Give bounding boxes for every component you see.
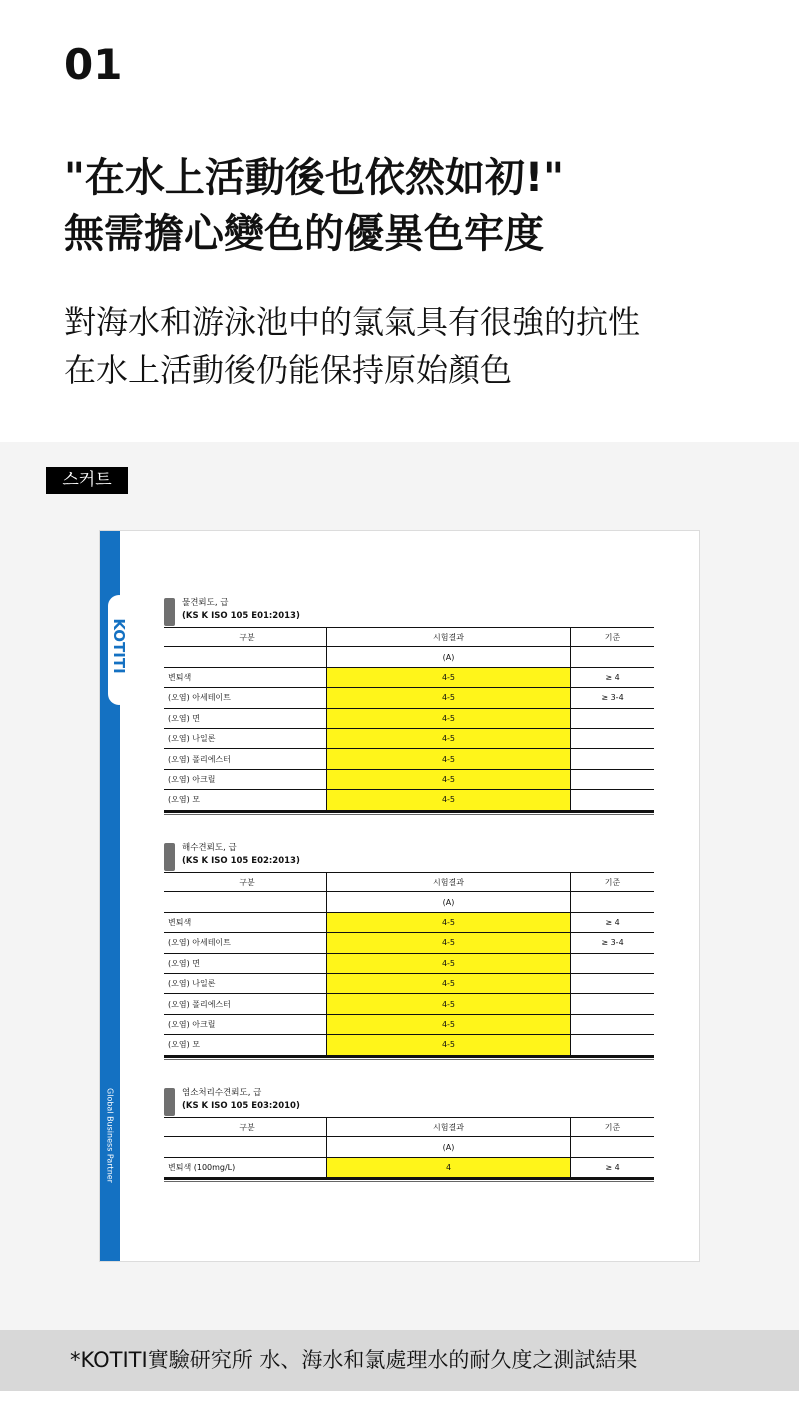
marker xyxy=(164,843,175,871)
table-row: (오염) 아크릴 4-5 xyxy=(164,1015,654,1035)
section-number: 01 xyxy=(64,40,123,89)
section-title: 해수견뢰도, 급 (KS K ISO 105 E02:2013) xyxy=(164,842,654,872)
table-row: (오염) 모 4-5 xyxy=(164,790,654,810)
marker xyxy=(164,598,175,626)
section-chlorine xyxy=(164,1087,654,1182)
table-subheader: (A) xyxy=(164,647,654,667)
table-row: (오염) 나일론 4-5 xyxy=(164,974,654,994)
table-row: (오염) 아세테이트 4-5 ≥ 3-4 xyxy=(164,933,654,953)
table-row: (오염) 면 4-5 xyxy=(164,954,654,974)
table-row: (오염) 아세테이트 4-5 ≥ 3-4 xyxy=(164,688,654,708)
table-row: 변퇴색 (100mg/L) 4 ≥ 4 xyxy=(164,1158,654,1178)
section-title: 염소처리수견뢰도, 급 (KS K ISO 105 E03:2010) xyxy=(164,1087,654,1117)
table-row: 변퇴색 4-5 ≥ 4 xyxy=(164,668,654,688)
category-tag: 스커트 xyxy=(46,467,128,494)
table-row: (오염) 나일론 4-5 xyxy=(164,729,654,749)
headline: "在水上活動後也依然如初!" 無需擔心變色的優異色牢度 xyxy=(64,155,564,257)
section-seawater xyxy=(164,842,654,1060)
table-header: 구분 시험결과 기준 xyxy=(164,872,654,892)
table-subheader: (A) xyxy=(164,892,654,912)
table-header: 구분 시험결과 기준 xyxy=(164,627,654,647)
table-row: 변퇴색 4-5 ≥ 4 xyxy=(164,913,654,933)
kotiti-logo: KOTITI xyxy=(108,595,130,705)
test-report xyxy=(99,530,700,1262)
side-text: Global Business Partner xyxy=(105,1088,115,1183)
table-header: 구분 시험결과 기준 xyxy=(164,1117,654,1137)
side-bar xyxy=(100,531,128,1261)
description: 對海水和游泳池中的氯氣具有很強的抗性 在水上活動後仍能保持原始顏色 xyxy=(64,303,641,389)
table-row: (오염) 모 4-5 xyxy=(164,1035,654,1055)
table-row: (오염) 면 4-5 xyxy=(164,709,654,729)
footnote: *KOTITI實驗研究所 水、海水和氯處理水的耐久度之測試結果 xyxy=(0,1330,799,1391)
table-subheader: (A) xyxy=(164,1137,654,1157)
table-row: (오염) 아크릴 4-5 xyxy=(164,770,654,790)
table-row: (오염) 폴리에스터 4-5 xyxy=(164,749,654,769)
table-row: (오염) 폴리에스터 4-5 xyxy=(164,994,654,1014)
section-water xyxy=(164,597,654,815)
marker xyxy=(164,1088,175,1116)
section-title: 물견뢰도, 급 (KS K ISO 105 E01:2013) xyxy=(164,597,654,627)
